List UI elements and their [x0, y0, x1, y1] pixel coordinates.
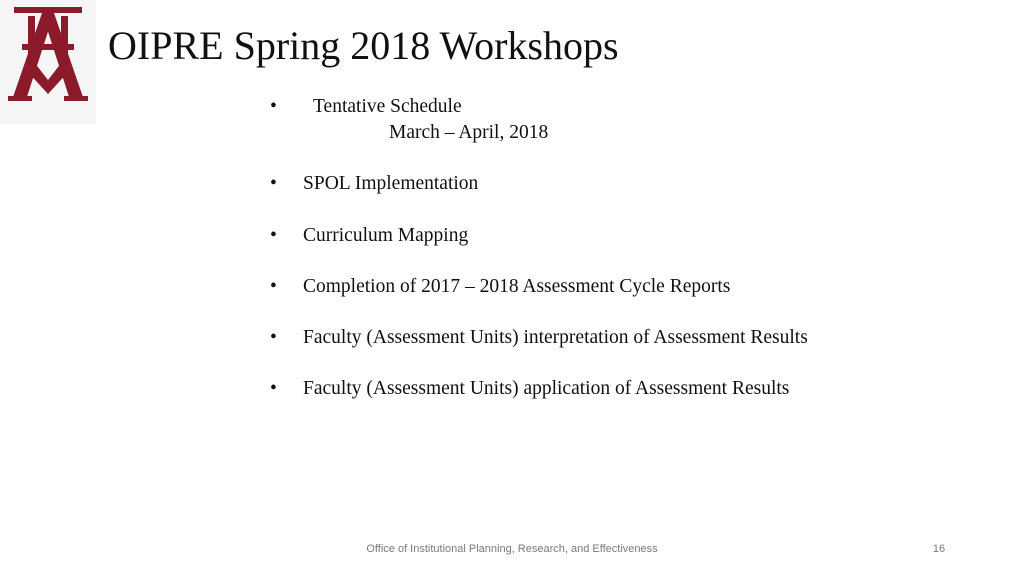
- page-number: 16: [932, 543, 946, 555]
- bullet-subtext: March – April, 2018: [389, 122, 549, 143]
- slide-title: OIPRE Spring 2018 Workshops: [108, 23, 619, 68]
- bullet-text: SPOL Implementation: [303, 173, 479, 194]
- logo-container: [0, 0, 96, 124]
- bullet-text: Tentative Schedule: [313, 96, 462, 117]
- bullet-marker: •: [270, 96, 277, 117]
- slide-footer: Office of Institutional Planning, Research, and Effectiveness: [366, 543, 658, 555]
- aamu-monogram-logo-icon: [4, 4, 92, 104]
- bullet-marker: •: [270, 173, 277, 194]
- bullet-marker: •: [270, 378, 277, 399]
- bullet-text: Completion of 2017 – 2018 Assessment Cycle Reports: [303, 276, 731, 297]
- bullet-text: Faculty (Assessment Units) application of Assessment Results: [303, 378, 790, 399]
- bullet-text: Curriculum Mapping: [303, 225, 469, 246]
- bullet-text: Faculty (Assessment Units) interpretation of Assessment Results: [303, 327, 808, 348]
- bullet-marker: •: [270, 327, 277, 348]
- bullet-marker: •: [270, 225, 277, 246]
- bullet-marker: •: [270, 276, 277, 297]
